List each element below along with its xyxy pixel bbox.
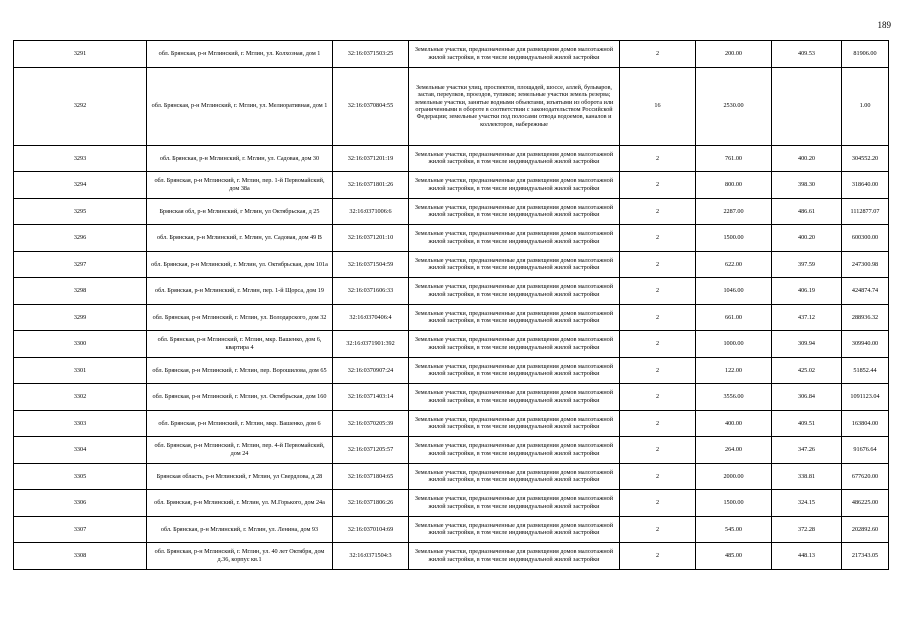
table-row [14, 437, 889, 464]
area-cell: 622.00 [696, 251, 772, 278]
cadastral-value-cell: 309940.00 [842, 331, 889, 358]
specific-value-cell [772, 67, 842, 145]
table-row [14, 172, 889, 199]
land-use-cell: Земельные участки, предназначенные для размещения домов малоэтажной жилой застройки, в том числе индивидуальной жилой застройки [409, 278, 620, 305]
land-use-cell: Земельные участки улиц, проспектов, площадей, шоссе, аллей, бульваров, застав, переулков, проездов, тупиков; земельные участки земель резерва; земельные участки, занятые водными объектами, изъятыми из оборота или ограниченными в обороте в соответствии с законодательством Российской Федерации; земельные участки под полосами отвода водоемов, каналов и коллекторов, набережные [409, 67, 620, 145]
area-cell: 2287.00 [696, 198, 772, 225]
row-number-cell: 3308 [14, 543, 147, 570]
specific-value-cell: 372.28 [772, 516, 842, 543]
cadastral-number-cell: 32:16:0371504:3 [333, 543, 409, 570]
cadastral-value-cell: 202892.60 [842, 516, 889, 543]
area-cell: 1500.00 [696, 490, 772, 517]
land-use-cell: Земельные участки, предназначенные для размещения домов малоэтажной жилой застройки, в том числе индивидуальной жилой застройки [409, 463, 620, 490]
group-cell: 2 [620, 331, 696, 358]
area-cell: 485.00 [696, 543, 772, 570]
row-number-cell: 3301 [14, 357, 147, 384]
row-number-cell: 3300 [14, 331, 147, 358]
group-cell: 2 [620, 357, 696, 384]
cadastral-number-cell: 32:16:0371504:59 [333, 251, 409, 278]
cadastral-value-cell: 600300.00 [842, 225, 889, 252]
area-cell: 122.00 [696, 357, 772, 384]
row-number-cell: 3295 [14, 198, 147, 225]
group-cell: 2 [620, 304, 696, 331]
specific-value-cell: 324.15 [772, 490, 842, 517]
cadastral-value-cell: 677620.00 [842, 463, 889, 490]
table-row [14, 41, 889, 68]
group-cell: 2 [620, 543, 696, 570]
row-number-cell: 3304 [14, 437, 147, 464]
cadastral-value-cell: 424874.74 [842, 278, 889, 305]
cadastral-value-cell: 91676.64 [842, 437, 889, 464]
specific-value-cell: 448.13 [772, 543, 842, 570]
cadastral-value-cell: 304552.20 [842, 145, 889, 172]
area-cell: 545.00 [696, 516, 772, 543]
area-cell: 761.00 [696, 145, 772, 172]
row-number-cell: 3306 [14, 490, 147, 517]
address-cell: обл. Брянская, р-н Мглинский, г. Мглин, ул. 40 лет Октября, дом д.36, корпус кв.1 [147, 543, 333, 570]
specific-value-cell: 309.94 [772, 331, 842, 358]
table-row [14, 331, 889, 358]
cadastral-number-cell: 32:16:0371806:26 [333, 490, 409, 517]
cadastral-number-cell: 32:16:0371606:33 [333, 278, 409, 305]
cadastral-value-cell: 288936.32 [842, 304, 889, 331]
area-cell: 3556.00 [696, 384, 772, 411]
row-number-cell: 3296 [14, 225, 147, 252]
cadastral-number-cell: 32:16:0370205:39 [333, 410, 409, 437]
cadastral-number-cell: 32:16:0371503:25 [333, 41, 409, 68]
land-use-cell: Земельные участки, предназначенные для размещения домов малоэтажной жилой застройки, в том числе индивидуальной жилой застройки [409, 225, 620, 252]
group-cell: 2 [620, 490, 696, 517]
cadastral-number-cell: 32:16:0371901:392 [333, 331, 409, 358]
land-use-cell: Земельные участки, предназначенные для размещения домов малоэтажной жилой застройки, в том числе индивидуальной жилой застройки [409, 384, 620, 411]
specific-value-cell: 486.61 [772, 198, 842, 225]
row-number-cell: 3294 [14, 172, 147, 199]
land-use-cell: Земельные участки, предназначенные для размещения домов малоэтажной жилой застройки, в том числе индивидуальной жилой застройки [409, 543, 620, 570]
group-cell: 2 [620, 384, 696, 411]
row-number-cell: 3297 [14, 251, 147, 278]
land-use-cell: Земельные участки, предназначенные для размещения домов малоэтажной жилой застройки, в том числе индивидуальной жилой застройки [409, 437, 620, 464]
cadastral-number-cell: 32:16:0371205:57 [333, 437, 409, 464]
address-cell: обл. Брянская, р-н Мглинский, г. Мглин, пер. Ворошилова, дом 65 [147, 357, 333, 384]
area-cell: 1000.00 [696, 331, 772, 358]
cadastral-number-cell: 32:16:0371201:19 [333, 145, 409, 172]
area-cell: 264.00 [696, 437, 772, 464]
specific-value-cell: 347.26 [772, 437, 842, 464]
land-registry-table [13, 40, 889, 570]
table-row [14, 67, 889, 145]
row-number-cell: 3299 [14, 304, 147, 331]
address-cell: обл. Брянская, р-н Мглинский, г. Мглин, ул. М.Горького, дом 24а [147, 490, 333, 517]
table-row [14, 251, 889, 278]
specific-value-cell: 338.81 [772, 463, 842, 490]
land-use-cell: Земельные участки, предназначенные для размещения домов малоэтажной жилой застройки, в том числе индивидуальной жилой застройки [409, 410, 620, 437]
row-number-cell: 3298 [14, 278, 147, 305]
group-cell: 2 [620, 251, 696, 278]
row-number-cell: 3292 [14, 67, 147, 145]
group-cell: 2 [620, 225, 696, 252]
specific-value-cell: 409.51 [772, 410, 842, 437]
cadastral-number-cell: 32:16:0370804:55 [333, 67, 409, 145]
table-row [14, 304, 889, 331]
group-cell: 2 [620, 437, 696, 464]
cadastral-number-cell: 32:16:0371403:14 [333, 384, 409, 411]
cadastral-value-cell: 247300.98 [842, 251, 889, 278]
table-row [14, 543, 889, 570]
area-cell: 400.00 [696, 410, 772, 437]
area-cell: 2530.00 [696, 67, 772, 145]
table-row [14, 278, 889, 305]
area-cell: 661.00 [696, 304, 772, 331]
row-number-cell: 3307 [14, 516, 147, 543]
table-row [14, 463, 889, 490]
land-use-cell: Земельные участки, предназначенные для размещения домов малоэтажной жилой застройки, в том числе индивидуальной жилой застройки [409, 41, 620, 68]
area-cell: 1500.00 [696, 225, 772, 252]
group-cell: 2 [620, 410, 696, 437]
specific-value-cell: 425.02 [772, 357, 842, 384]
cadastral-number-cell: 32:16:0370104:69 [333, 516, 409, 543]
address-cell: обл. Брянская, р-н Мглинский, г. Мглин, ул. Володарского, дом 32 [147, 304, 333, 331]
address-cell: обл. Брянская, р-н Мглинский, г. Мглин, ул. Колхозная, дом 1 [147, 41, 333, 68]
land-use-cell: Земельные участки, предназначенные для размещения домов малоэтажной жилой застройки, в том числе индивидуальной жилой застройки [409, 172, 620, 199]
group-cell: 16 [620, 67, 696, 145]
land-use-cell: Земельные участки, предназначенные для размещения домов малоэтажной жилой застройки, в том числе индивидуальной жилой застройки [409, 145, 620, 172]
address-cell: обл. Брянская, р-н Мглинский, г. Мглин, ул. Ленина, дом 93 [147, 516, 333, 543]
cadastral-number-cell: 32:16:0371201:10 [333, 225, 409, 252]
address-cell: обл. Брянская, р-н Мглинский, г. Мглин, ул. Садовая, дом 49 В [147, 225, 333, 252]
specific-value-cell: 400.20 [772, 225, 842, 252]
area-cell: 200.00 [696, 41, 772, 68]
group-cell: 2 [620, 172, 696, 199]
address-cell: обл. Брянская, р-н Мглинский, г. Мглин, ул. Садовая, дом 30 [147, 145, 333, 172]
cadastral-value-cell: 217343.05 [842, 543, 889, 570]
land-use-cell: Земельные участки, предназначенные для размещения домов малоэтажной жилой застройки, в том числе индивидуальной жилой застройки [409, 516, 620, 543]
cadastral-value-cell: 1.00 [842, 67, 889, 145]
land-use-cell: Земельные участки, предназначенные для размещения домов малоэтажной жилой застройки, в том числе индивидуальной жилой застройки [409, 198, 620, 225]
cadastral-value-cell: 81906.00 [842, 41, 889, 68]
address-cell: обл. Брянская, р-н Мглинский, г. Мглин, мкр. Вашенко, дом 6, квартира 4 [147, 331, 333, 358]
row-number-cell: 3293 [14, 145, 147, 172]
group-cell: 2 [620, 145, 696, 172]
address-cell: обл. Брянская, р-н Мглинский, г. Мглин, ул. Октябрьская, дом 101а [147, 251, 333, 278]
page-number: 189 [877, 20, 891, 30]
specific-value-cell: 400.20 [772, 145, 842, 172]
address-cell: Брянская обл, р-н Мглинский, г Мглин, ул Октябрьская, д 25 [147, 198, 333, 225]
cadastral-number-cell: 32:16:0371801:26 [333, 172, 409, 199]
group-cell: 2 [620, 198, 696, 225]
area-cell: 800.00 [696, 172, 772, 199]
specific-value-cell: 409.53 [772, 41, 842, 68]
address-cell: обл. Брянская, р-н Мглинский, г. Мглин, пер. 1-й Первомайский, дом 38а [147, 172, 333, 199]
cadastral-value-cell: 51852.44 [842, 357, 889, 384]
cadastral-value-cell: 486225.00 [842, 490, 889, 517]
table-row [14, 516, 889, 543]
address-cell: обл. Брянская, р-н Мглинский, г. Мглин, ул. Октябрьская, дом 160 [147, 384, 333, 411]
address-cell: обл. Брянская, р-н Мглинский, г. Мглин, пер. 1-й Щорса, дом 19 [147, 278, 333, 305]
group-cell: 2 [620, 516, 696, 543]
table-row [14, 357, 889, 384]
table-row [14, 490, 889, 517]
table-row [14, 410, 889, 437]
address-cell: обл. Брянская, р-н Мглинский, г. Мглин, ул. Мелиоративная, дом 1 [147, 67, 333, 145]
specific-value-cell: 306.84 [772, 384, 842, 411]
group-cell: 2 [620, 41, 696, 68]
table-body [14, 41, 889, 570]
area-cell: 2000.00 [696, 463, 772, 490]
address-cell: Брянская область, р-н Мглинский, г Мглин, ул Свердлова, д 28 [147, 463, 333, 490]
cadastral-number-cell: 32:16:0370406:4 [333, 304, 409, 331]
land-use-cell: Земельные участки, предназначенные для размещения домов малоэтажной жилой застройки, в том числе индивидуальной жилой застройки [409, 357, 620, 384]
cadastral-number-cell: 32:16:0370907:24 [333, 357, 409, 384]
specific-value-cell: 397.59 [772, 251, 842, 278]
cadastral-number-cell: 32:16:0371804:65 [333, 463, 409, 490]
specific-value-cell: 406.19 [772, 278, 842, 305]
area-cell: 1046.00 [696, 278, 772, 305]
address-cell: обл. Брянская, р-н Мглинский, г. Мглин, пер. 4-й Первомайский, дом 24 [147, 437, 333, 464]
table-row [14, 198, 889, 225]
row-number-cell: 3291 [14, 41, 147, 68]
table-row [14, 145, 889, 172]
row-number-cell: 3305 [14, 463, 147, 490]
address-cell: обл. Брянская, р-н Мглинский, г. Мглин, мкр. Вашенко, дом 6 [147, 410, 333, 437]
land-use-cell: Земельные участки, предназначенные для размещения домов малоэтажной жилой застройки, в том числе индивидуальной жилой застройки [409, 490, 620, 517]
table-row [14, 225, 889, 252]
row-number-cell: 3303 [14, 410, 147, 437]
cadastral-value-cell: 163804.00 [842, 410, 889, 437]
cadastral-value-cell: 1112877.07 [842, 198, 889, 225]
land-use-cell: Земельные участки, предназначенные для размещения домов малоэтажной жилой застройки, в том числе индивидуальной жилой застройки [409, 251, 620, 278]
cadastral-value-cell: 318640.00 [842, 172, 889, 199]
group-cell: 2 [620, 463, 696, 490]
land-use-cell: Земельные участки, предназначенные для размещения домов малоэтажной жилой застройки, в том числе индивидуальной жилой застройки [409, 304, 620, 331]
row-number-cell: 3302 [14, 384, 147, 411]
specific-value-cell: 398.30 [772, 172, 842, 199]
cadastral-number-cell: 32:16:0371006:6 [333, 198, 409, 225]
table-row [14, 384, 889, 411]
land-use-cell: Земельные участки, предназначенные для размещения домов малоэтажной жилой застройки, в том числе индивидуальной жилой застройки [409, 331, 620, 358]
group-cell: 2 [620, 278, 696, 305]
specific-value-cell: 437.12 [772, 304, 842, 331]
cadastral-value-cell: 1091123.04 [842, 384, 889, 411]
